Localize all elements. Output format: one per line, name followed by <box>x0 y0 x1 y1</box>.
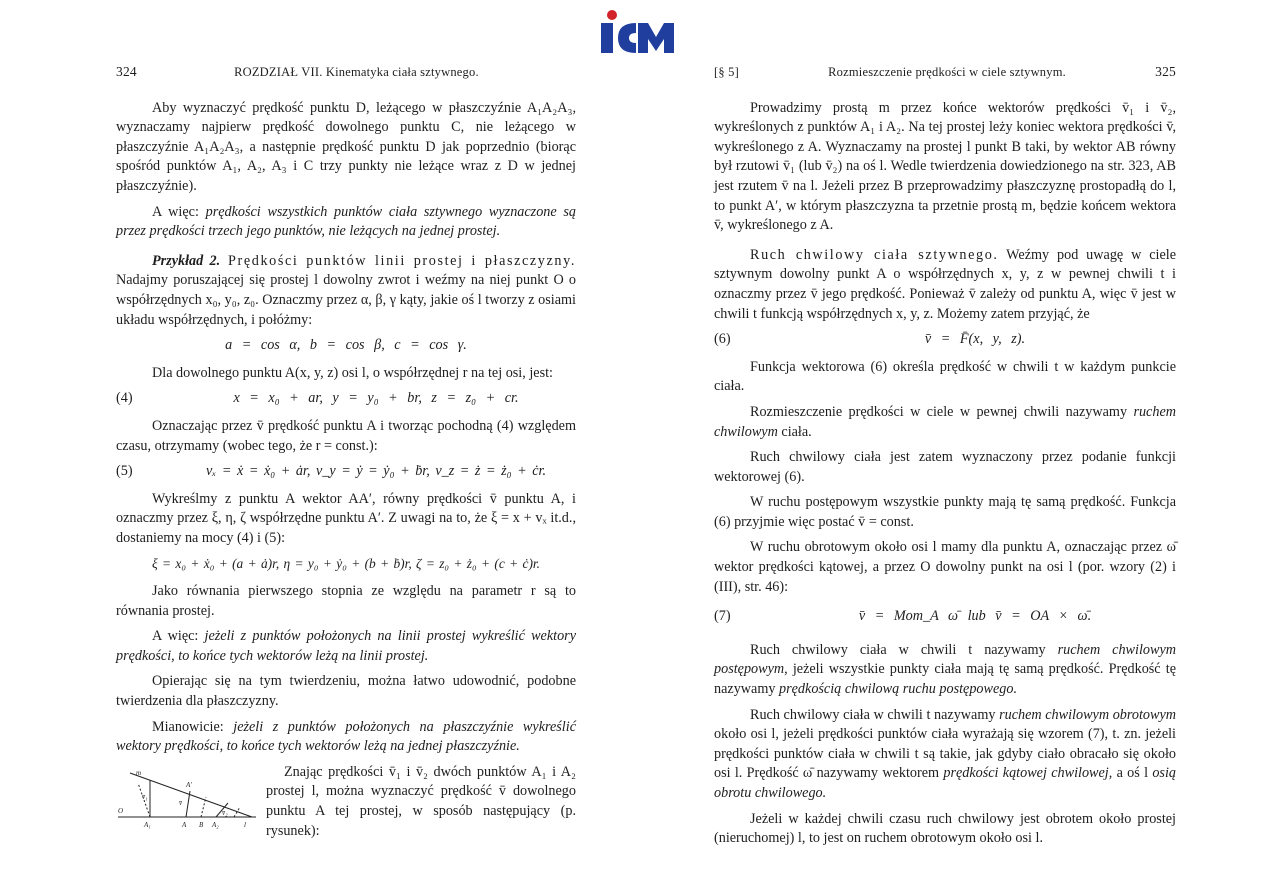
logo-dot <box>607 10 617 20</box>
left-running-header <box>116 62 576 83</box>
paragraph: Znając prędkości v̄₁ i v̄₂ dwóch punktów A₁ i A₂ prostej l, można wyznaczyć prędkość v̄ dowolnego punktu A tej prostej, w sposób następujący (p. rysunek): <box>266 763 576 839</box>
figure-label: B <box>199 820 204 829</box>
paragraph: Mianowicie: jeżeli z punktów położonych na płaszczyźnie wykreślić wektory prędkości, to końce tych wektorów leżą na jednej płaszczyźnie. <box>116 718 576 755</box>
paragraph: Jeżeli w każdej chwili czasu ruch chwilowy jest obrotem około prostej (nieruchomej) l, to jest on ruchem obrotowym około osi l. <box>714 810 1176 847</box>
icm-logo <box>598 9 676 57</box>
velocity-figure <box>116 763 258 833</box>
paragraph: A więc: prędkości wszystkich punktów ciała sztywnego wyznaczone są przez prędkości trzech jego punktów, nie leżących na jednej prostej. <box>116 203 576 240</box>
paragraph: A więc: jeżeli z punktów położonych na linii prostej wykreślić wektory prędkości, to końce tych wektorów leżą na linii prostej. <box>116 628 576 664</box>
figure-label: v̄ <box>179 798 183 807</box>
paragraph: Opierając się na tym twierdzeniu, można łatwo udowodnić, podobne twierdzenia dla płaszczyzny. <box>116 673 576 710</box>
paragraph: W ruchu obrotowym około osi l mamy dla punktu A, oznaczając przez ω̄ wektor prędkości kątowej, a przez O dowolny punkt na osi l (por. wzory (2) i (III), str. 46): <box>714 539 1176 595</box>
paragraph: Ruch chwilowy ciała w chwili t nazywamy ruchem chwilowym obrotowym około osi l, jeżeli prędkości punktów ciała wyrażają się wzorem (7), t. zn. jeżeli prędkości punktów ciała w chwili t są takie, jak gdyby ciało obracało się około osi l. Prędkość ω̄ nazywamy wektorem prędkości kątowej chwilowej, a oś l osią obrotu chwilowego. <box>714 706 1177 801</box>
paragraph: Aby wyznaczyć prędkość punktu D, leżącego w płaszczyźnie A₁A₂A₃, wyznaczamy najpierw prędkość dowolnego punktu C, nie leżącego w płaszczyźnie A₁A₂A₃, a następnie prędkość punktu D jak poprzednio (biorąc spośród punktów A₁, A₂, A₃ i C trzy punkty nie leżące wraz z D w jednej płaszczyźnie). <box>116 99 576 194</box>
figure-label: A₂ <box>212 820 219 829</box>
section-number: [§ 5] <box>714 65 739 79</box>
equation-5: (5) vₓ = ẋ = ẋ₀ + ȧr, v_y = ẏ = ẏ₀ + ḃr, v_z = ż = ż₀ + ċr. <box>116 462 576 482</box>
paragraph: Jako równania pierwszego stopnia ze względu na parametr r są to równania prostej. <box>116 583 576 619</box>
figure-label: O <box>118 806 124 815</box>
figure-label: A′ <box>186 780 192 789</box>
right-page <box>714 62 1176 855</box>
figure-block <box>116 763 576 847</box>
page-number: 324 <box>116 64 137 79</box>
running-head: ROZDZIAŁ VII. Kinematyka ciała sztywnego. <box>234 65 479 79</box>
equation-7: (7) v̄ = Mom_A ω̄ lub v̄ = OA × ω̄. <box>714 607 1176 627</box>
left-page <box>116 62 576 847</box>
paragraph: Oznaczając przez v̄ prędkość punktu A i tworząc pochodną (4) względem czasu, otrzymamy (wobec tego, że r = const.): <box>116 417 576 454</box>
line-m <box>130 773 252 817</box>
section-heading: Ruch chwilowy ciała sztywnego. <box>750 246 999 263</box>
figure-label: l <box>244 820 246 829</box>
example-paragraph: Przykład 2. Prędkości punktów linii prostej i płaszczyzny. Nadajmy poruszającej się prostej l dowolny zwrot i weźmy na niej punkt O o współrzędnych x₀, y₀, z₀. Oznaczmy przez α, β, γ kąty, jakie oś l tworzy z osiami układu współrzędnych, i połóżmy: <box>116 252 576 328</box>
paragraph: W ruchu postępowym wszystkie punkty mają tę samą prędkość. Funkcja (6) przyjmie więc postać v̄ = const. <box>714 494 1176 530</box>
equation-number: (4) <box>116 390 133 407</box>
page-number: 325 <box>1155 64 1176 79</box>
paragraph: Wykreślmy z punktu A wektor AA′, równy prędkości v̄ punktu A, i oznaczmy przez ξ, η, ζ współrzędne punktu A′. Z uwagi na to, że ξ = x + vₓ it.d., dostaniemy na mocy (4) i (5): <box>116 490 576 546</box>
paragraph: Dla dowolnego punktu A(x, y, z) osi l, o współrzędnej r na tej osi, jest: <box>152 364 553 381</box>
equation-6: (6) v̄ = F̄(x, y, z). <box>714 330 1176 350</box>
vector-v <box>186 791 190 817</box>
section-paragraph: Ruch chwilowy ciała sztywnego. Weźmy pod uwagę w ciele sztywnym dowolny punkt A o współrzędnych x, y, z w pewnej chwili t i oznaczmy przez v̄ jego prędkość. Ponieważ v̄ zależy od punktu A, więc v̄ jest w chwili t funkcją współrzędnych x, y, z. Możemy zatem przyjąć, że <box>714 246 1176 322</box>
figure-label: v̄₁ <box>142 792 148 801</box>
paragraph: Ruch chwilowy ciała w chwili t nazywamy ruchem chwilowym postępowym, jeżeli wszystkie punkty ciała mają tę samą prędkość. Prędkość tę nazywamy prędkością chwilową ruchu postępowego. <box>714 641 1177 698</box>
example-label: Przykład 2. <box>152 252 221 269</box>
paragraph: Rozmieszczenie prędkości w ciele w pewnej chwili nazywamy ruchem chwilowym ciała. <box>714 403 1176 440</box>
equation: a = cos α, b = cos β, c = cos γ. <box>225 337 467 354</box>
equation-4: (4) x = x₀ + ar, y = y₀ + br, z = z₀ + cr. <box>116 389 576 409</box>
right-running-header <box>714 62 1176 83</box>
running-head: Rozmieszczenie prędkości w ciele sztywnym. <box>828 65 1066 79</box>
figure-label: v̄₂ <box>222 808 228 817</box>
paragraph: Ruch chwilowy ciała jest zatem wyznaczony przez podanie funkcji wektorowej (6). <box>714 449 1176 485</box>
equation-number: (7) <box>714 608 731 625</box>
paragraph: Funkcja wektorowa (6) określa prędkość w chwili t w każdym punkcie ciała. <box>714 358 1176 395</box>
equation-number: (5) <box>116 463 133 480</box>
figure-label: m <box>136 768 142 777</box>
figure-label: A₁ <box>144 820 151 829</box>
equation: ξ = x₀ + ẋ₀ + (a + ȧ)r, η = y₀ + ẏ₀ + (b + ḃ)r, ζ = z₀ + ż₀ + (c + ċ)r. <box>151 556 541 572</box>
figure-label: A <box>182 820 187 829</box>
paragraph: Prowadzimy prostą m przez końce wektorów prędkości v̄₁ i v̄₂, wykreślonych z punktów A₁ i A₂. Na tej prostej leży koniec wektora prędkości v̄, wykreślonego z A. Wyznaczamy na prostej l punkt B taki, by wektor AB równy był rzutowi v̄₁ (lub v̄₂) na oś l. Wedle twierdzenia dowiedzionego na str. 323, AB jest rzutem v̄ na l. Jeżeli przez B przeprowadzimy płaszczyznę prostopadłą do l, to punkt A′, w którym płaszczyzna ta przetnie prostą m, będzie końcem wektora v̄, wykreślonego z A. <box>714 99 1176 234</box>
equation-number: (6) <box>714 331 731 348</box>
